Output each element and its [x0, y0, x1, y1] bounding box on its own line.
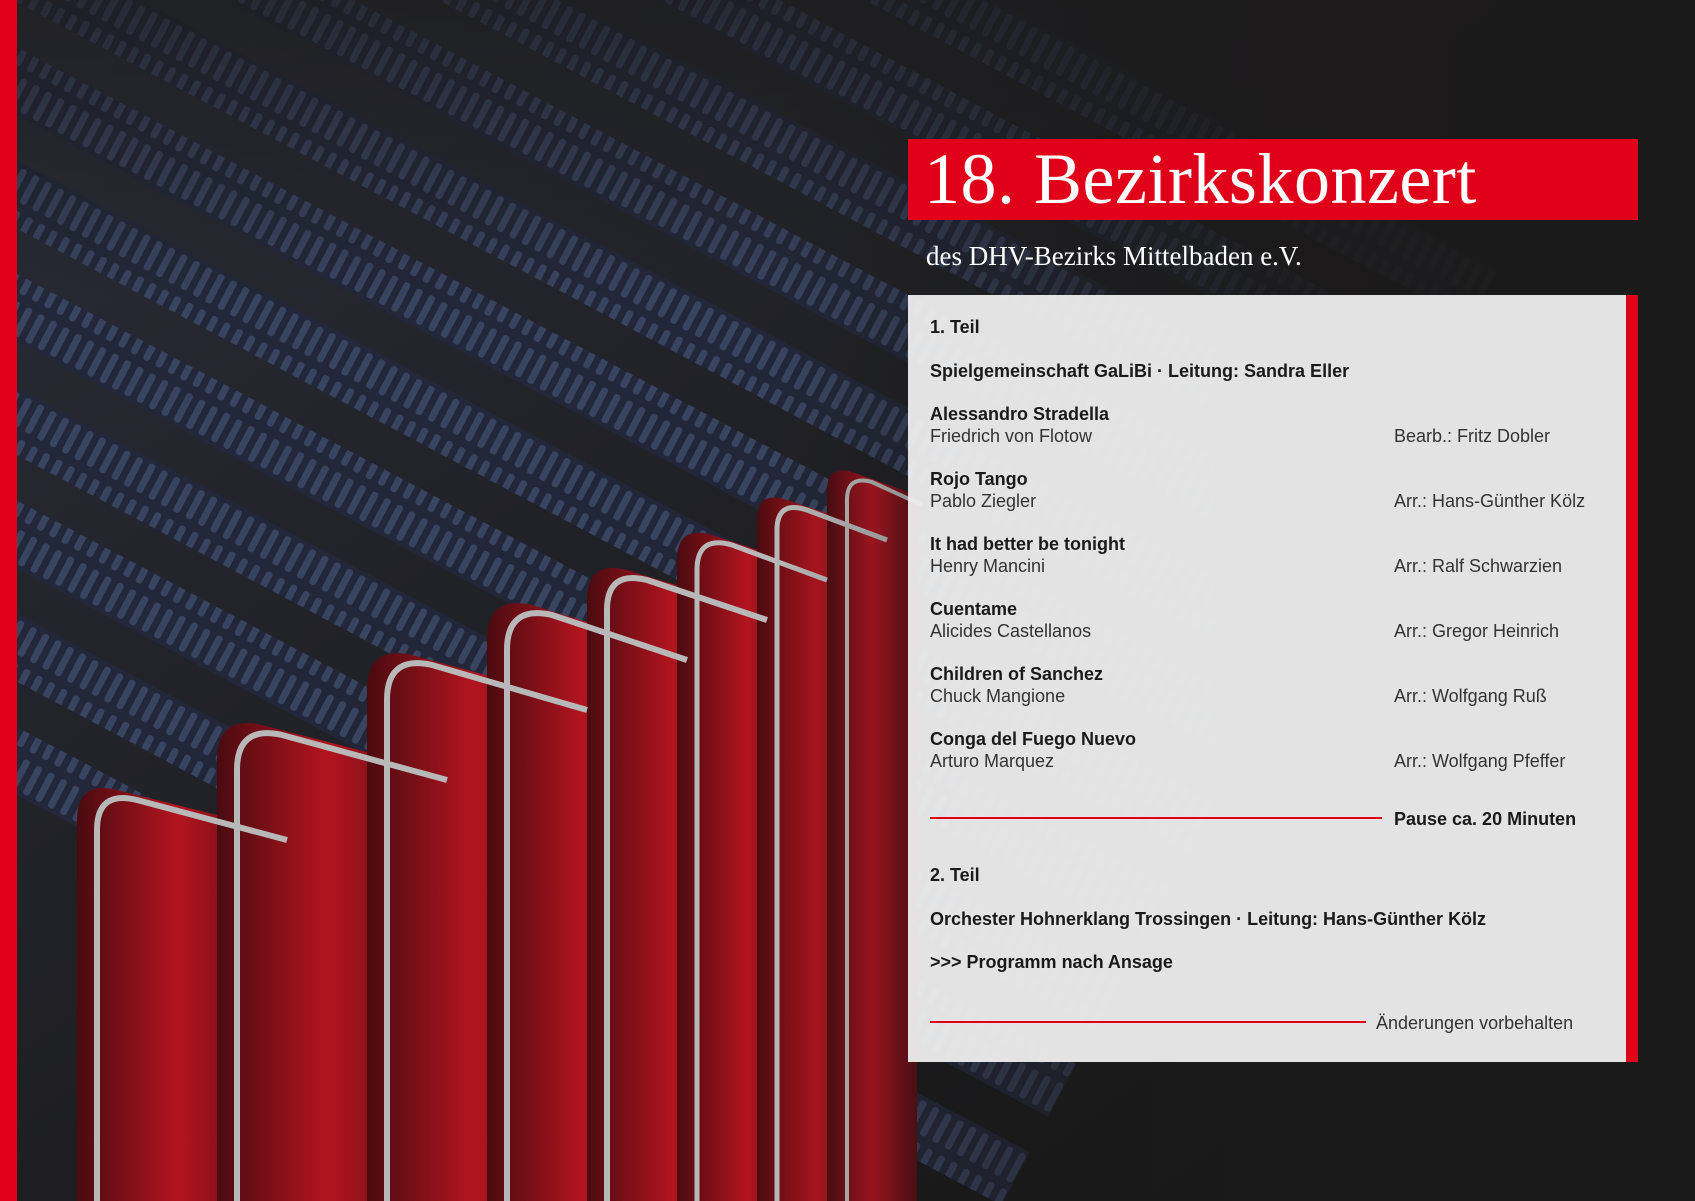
piece-title: Conga del Fuego Nuevo	[930, 729, 1137, 749]
part1-heading: 1. Teil	[930, 317, 980, 337]
footer-divider	[930, 1021, 1366, 1023]
part1-ensemble: Spielgemeinschaft GaLiBi · Leitung: Sandra Eller	[930, 361, 1350, 381]
piece-composer: Chuck Mangione	[930, 686, 1066, 706]
piece-arrangement: Arr.: Gregor Heinrich	[1394, 621, 1560, 641]
part2-ensemble: Orchester Hohnerklang Trossingen · Leitung: Hans-Günther Kölz	[930, 909, 1487, 929]
title-banner	[908, 139, 1638, 220]
piece-composer: Friedrich von Flotow	[930, 426, 1093, 446]
part2-heading: 2. Teil	[930, 865, 980, 885]
left-red-strip	[0, 0, 17, 1201]
piece-title: Cuentame	[930, 599, 1018, 619]
piece-arrangement: Arr.: Wolfgang Pfeffer	[1394, 751, 1566, 771]
piece-composer: Arturo Marquez	[930, 751, 1055, 771]
page-title: 18. Bezirkskonzert	[924, 139, 1477, 219]
piece-composer: Henry Mancini	[930, 556, 1046, 576]
footer-note: Änderungen vorbehalten	[1376, 1013, 1574, 1033]
piece-title: It had better be tonight	[930, 534, 1125, 554]
piece-arrangement: Arr.: Ralf Schwarzien	[1394, 556, 1563, 576]
piece-title: Children of Sanchez	[930, 664, 1104, 684]
piece-composer: Alicides Castellanos	[930, 621, 1092, 641]
piece-arrangement: Bearb.: Fritz Dobler	[1394, 426, 1551, 446]
piece-title: Rojo Tango	[930, 469, 1028, 489]
pause-note: Pause ca. 20 Minuten	[1394, 809, 1577, 829]
pause-divider	[930, 817, 1382, 819]
page-subtitle: des DHV-Bezirks Mittelbaden e.V.	[926, 241, 1302, 271]
piece-title: Alessandro Stradella	[930, 404, 1110, 424]
panel-red-strip	[1626, 295, 1638, 1062]
piece-composer: Pablo Ziegler	[930, 491, 1037, 511]
part2-program-note: >>> Programm nach Ansage	[930, 952, 1173, 972]
piece-arrangement: Arr.: Hans-Günther Kölz	[1394, 491, 1586, 511]
piece-arrangement: Arr.: Wolfgang Ruß	[1394, 686, 1547, 706]
